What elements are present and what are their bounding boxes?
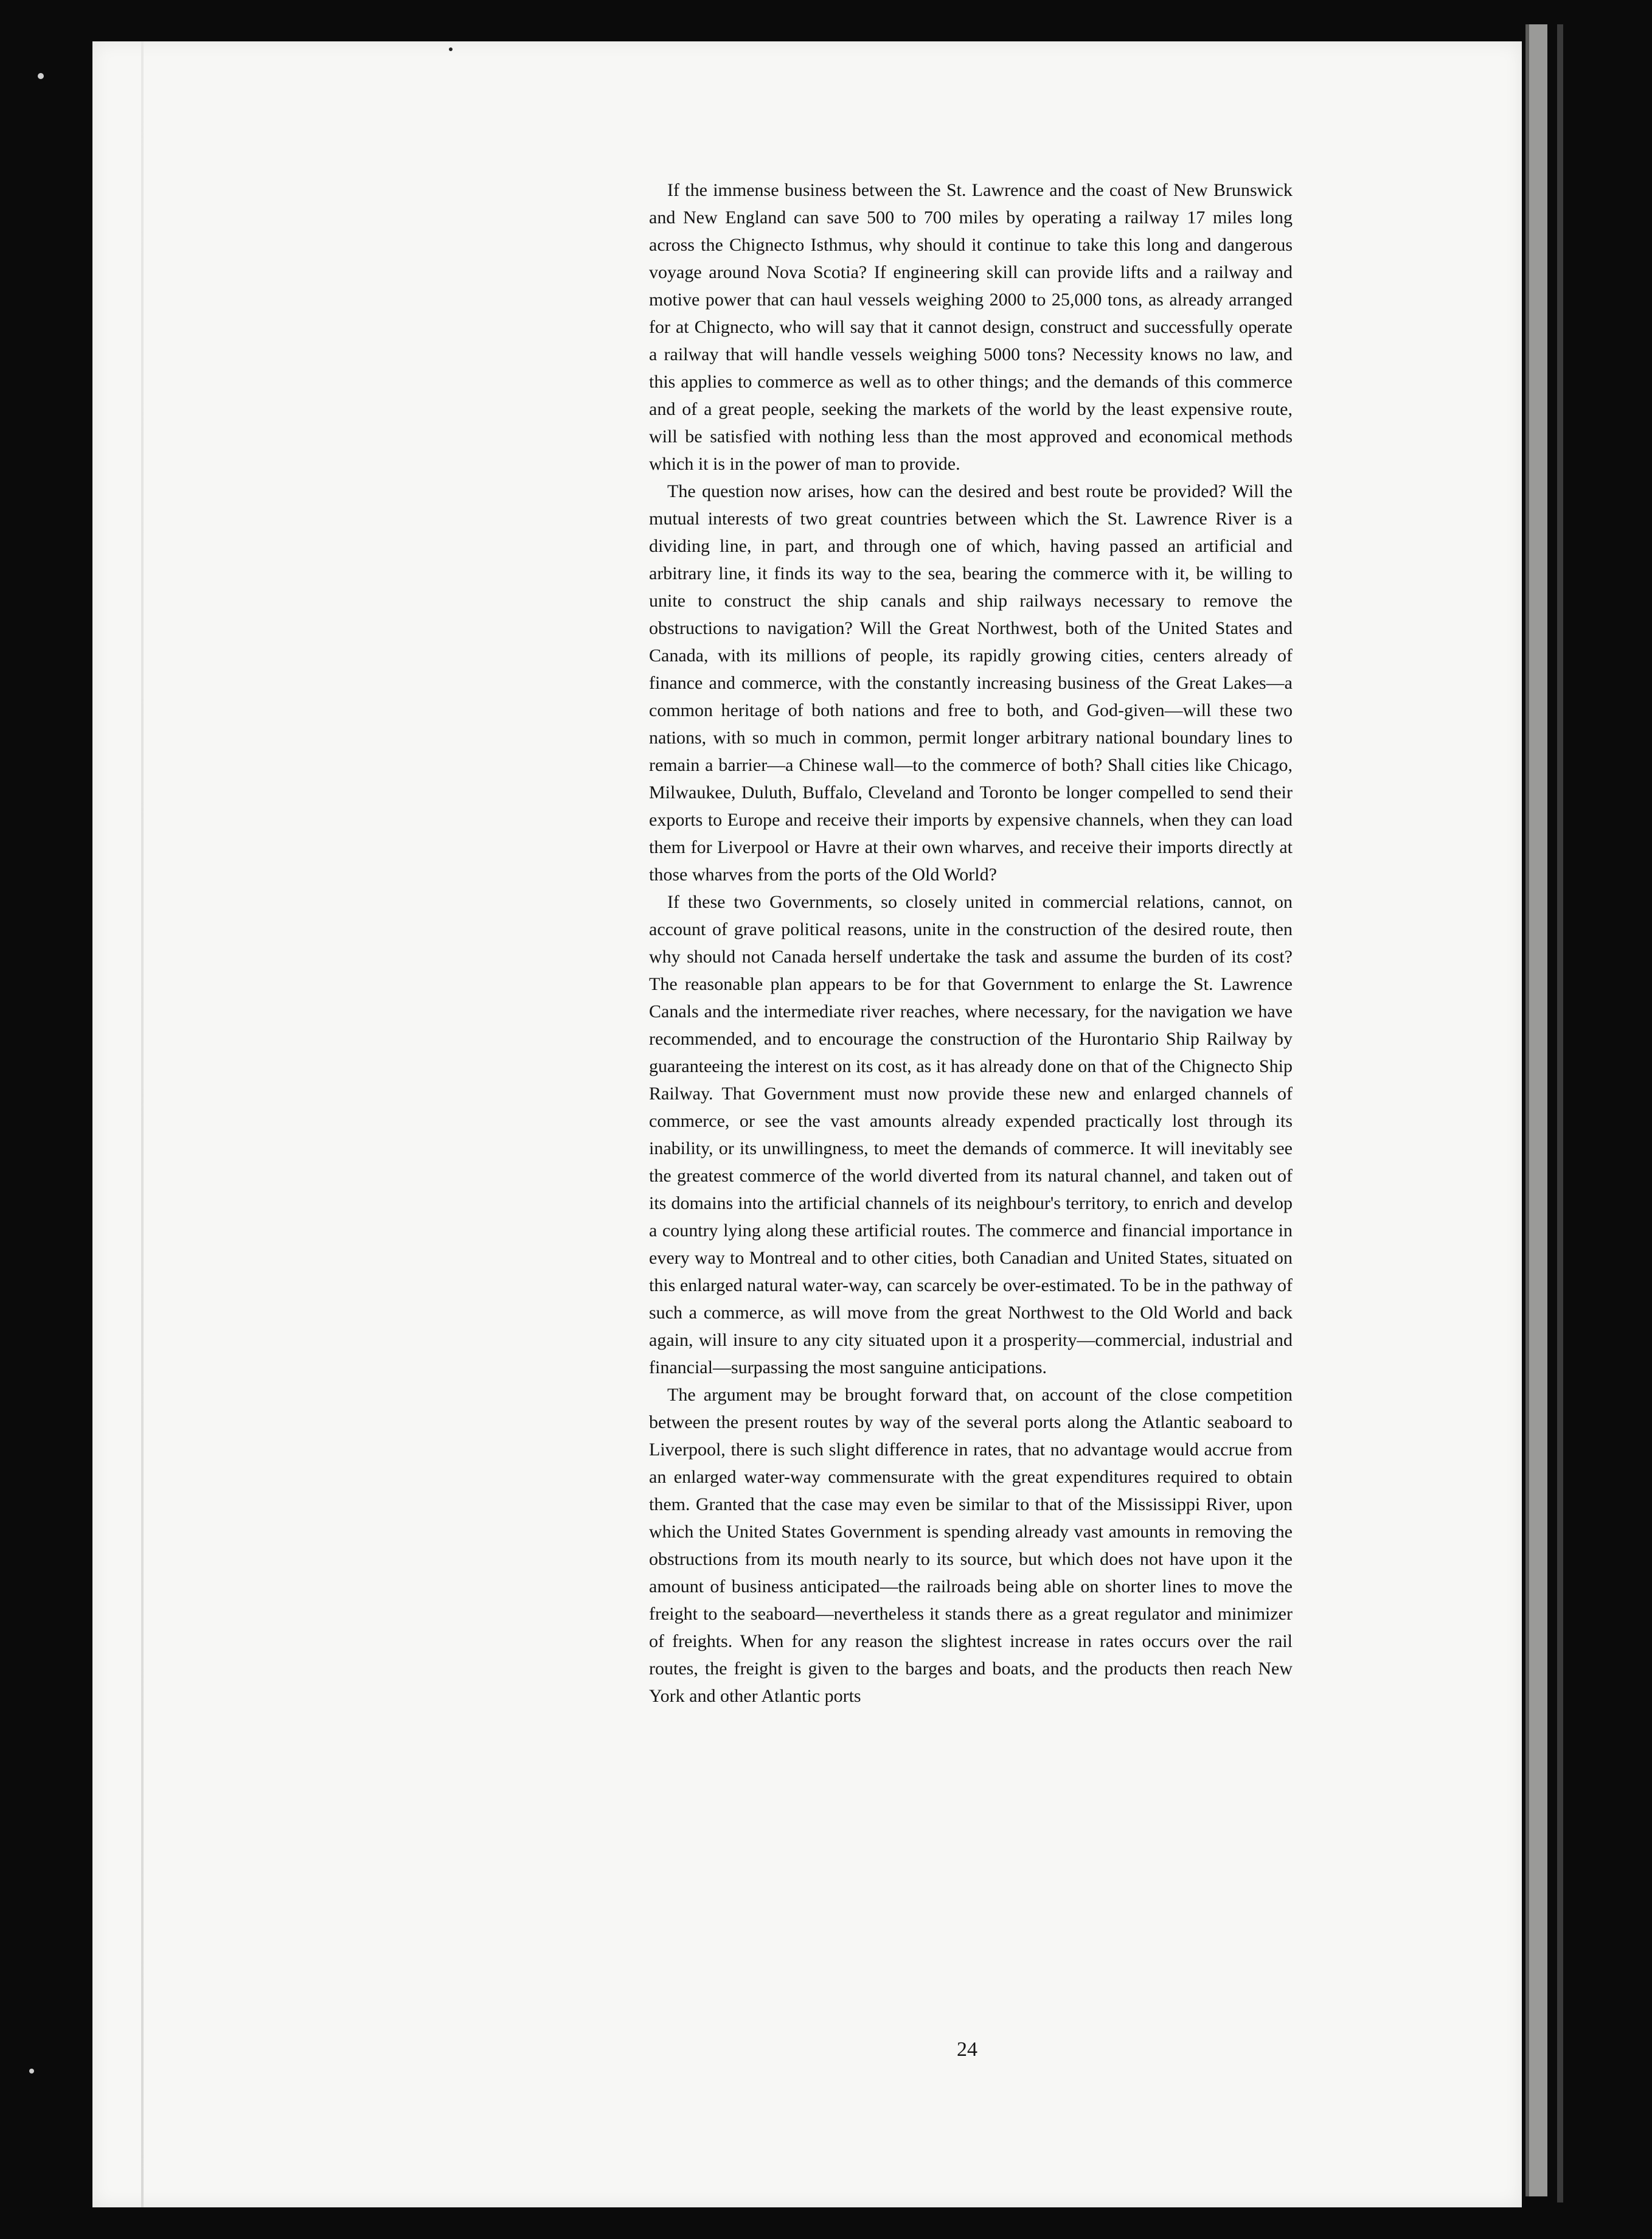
paragraph-4: The argument may be brought forward that, on account of the close competition between the present routes by way of the several ports along the Atlantic seaboard to Liverpool, there is such slight difference in rates, that no advantage would accrue from an enlarged water-way commensurate with the great expenditures required to obtain them. Granted that the case may even be similar to that of the Mississippi River, upon which the United States Government is spending already vast amounts in removing the obstructions from its mouth nearly to its source, but which does not have upon it the amount of business anticipated—the railroads being able on shorter lines to move the freight to the seaboard—nevertheless it stands there as a great regulator and minimizer of freights. When for any reason the slightest increase in rates occurs over the rail routes, the freight is given to the barges and boats, and the products then reach New York and other Atlantic ports [649,1385,1293,1706]
scan-speck [449,47,453,51]
page-fold-line [141,41,144,2207]
paragraph-1: If the immense business between the St. Lawrence and the coast of New Brunswick and New England can save 500 to 700 miles by operating a railway 17 miles long across the Chignecto Isthmus, why should it continue to take this long and dangerous voyage around Nova Scotia? If engineering skill can provide lifts and a railway and motive power that can haul vessels weighing 2000 to 25,000 tons, as already arranged for at Chignecto, who will say that it cannot design, construct and successfully operate a railway that will handle vessels weighing 5000 tons? Necessity knows no law, and this applies to commerce as well as to other things; and the demands of this commerce and of a great people, seeking the markets of the world by the least expensive route, will be satisfied with nothing less than the most approved and economical methods which it is in the power of man to provide. [649,180,1293,474]
scan-speck [29,2069,34,2074]
body-text [649,176,1293,1710]
facing-page-edge [1525,24,1547,2196]
paragraph-2: The question now arises, how can the desired and best route be provided? Will the mutual interests of two great countries between which the St. Lawrence River is a dividing line, in part, and through one of which, having passed an artificial and arbitrary line, it finds its way to the sea, bearing the commerce with it, be willing to unite to construct the ship canals and ship railways necessary to remove the obstructions to navigation? Will the Great Northwest, both of the United States and Canada, with its millions of people, its rapidly growing cities, centers already of finance and commerce, with the constantly increasing business of the Great Lakes—a common heritage of both nations and free to both, and God-given—will these two nations, with so much in common, permit longer arbitrary national boundary lines to remain a barrier—a Chinese wall—to the commerce of both? Shall cities like Chicago, Milwaukee, Duluth, Buffalo, Cleveland and Toronto be longer compelled to send their exports to Europe and receive their imports by expensive channels, when they can load them for Liverpool or Havre at their own wharves, and receive their imports directly at those wharves from the ports of the Old World? [649,481,1293,885]
scan-speck [38,73,44,79]
book-spine-edge [1557,24,1563,2202]
paragraph-3: If these two Governments, so closely united in commercial relations, cannot, on account of grave political reasons, unite in the construction of the desired route, then why should not Canada herself undertake the task and assume the burden of its cost? The reasonable plan appears to be for that Government to enlarge the St. Lawrence Canals and the intermediate river reaches, where necessary, for the navigation we have recommended, and to encourage the construction of the Hurontario Ship Railway by guaranteeing the interest on its cost, as it has already done on that of the Chignecto Ship Railway. That Government must now provide these new and enlarged channels of commerce, or see the vast amounts already expended practically lost through its inability, or its unwillingness, to meet the demands of commerce. It will inevitably see the greatest commerce of the world diverted from its natural channel, and taken out of its domains into the artificial channels of its neighbour's territory, to enrich and develop a country lying along these artificial routes. The commerce and financial importance in every way to Montreal and to other cities, both Canadian and United States, situated on this enlarged natural water-way, can scarcely be over-estimated. To be in the pathway of such a commerce, as will move from the great Northwest to the Old World and back again, will insure to any city situated upon it a prosperity—commercial, industrial and financial—surpassing the most sanguine anticipations. [649,892,1293,1377]
page-number: 24 [957,2038,977,2061]
